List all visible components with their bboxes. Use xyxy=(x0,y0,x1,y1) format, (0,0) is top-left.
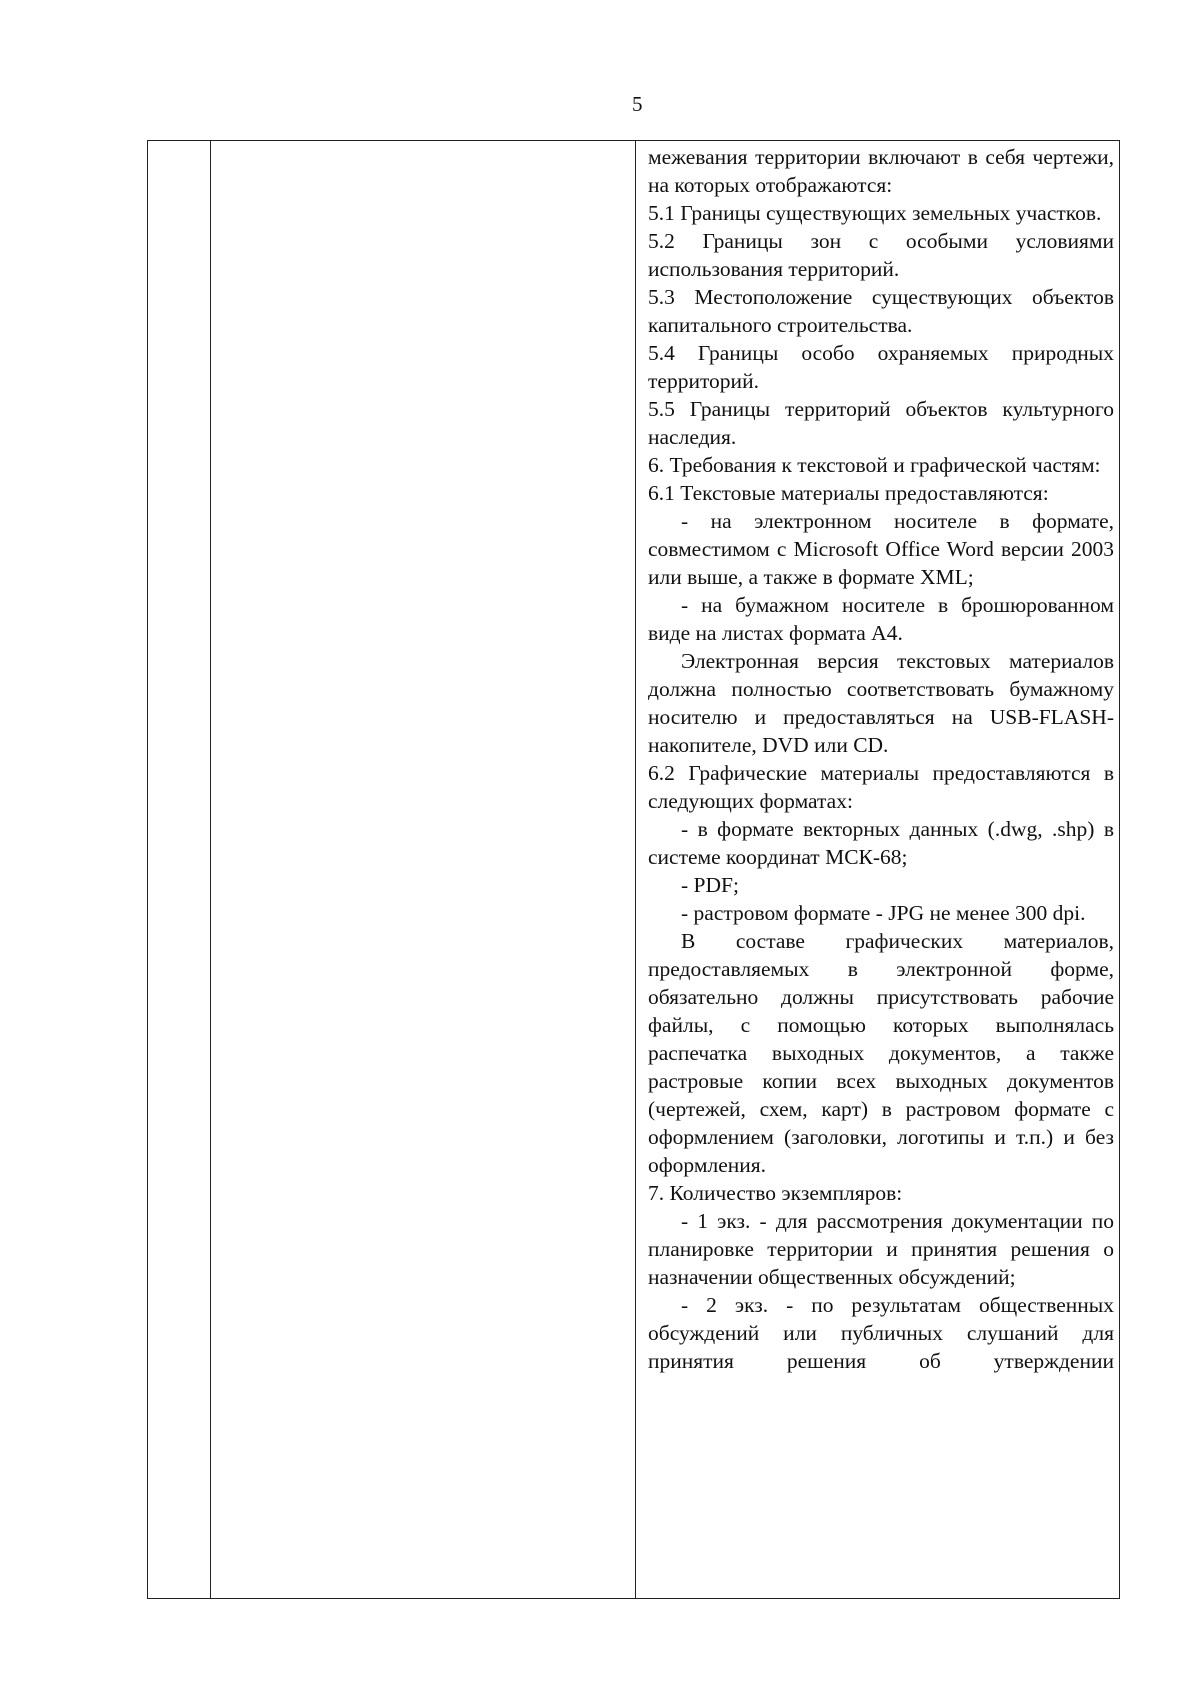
paragraph-6: 6. Требования к текстовой и графической частям: xyxy=(648,453,1101,477)
paragraph-copies-2: - 2 экз. - по результатам общественных обсуждений или публичных слушаний для принятия решения об утверждении xyxy=(648,1293,1114,1373)
paragraph-7: 7. Количество экземпляров: xyxy=(648,1181,903,1205)
paragraph-copies-1: - 1 экз. - для рассмотрения документации по планировке территории и принятия решения о назначении общественных обсуждений; xyxy=(648,1209,1114,1289)
paragraph-5-5: 5.5 Границы территорий объектов культурного наследия. xyxy=(648,397,1114,449)
paragraph-raster-format: - растровом формате - JPG не менее 300 dpi. xyxy=(681,901,1086,925)
paragraph-graphic-composition: В составе графических материалов, предоставляемых в электронной форме, обязательно должны присутствовать рабочие файлы, с помощью которых выполнялась распечатка выходных документов, а также растровые копии всех выходных документов (чертежей, схем, карт) в растровом формате с оформлением (заголовки, логотипы и т.п.) и без оформления. xyxy=(648,929,1114,1177)
paragraph-electronic-carrier: - на электронном носителе в формате, совместимом с Microsoft Office Word версии 2003 или выше, а также в формате XML; xyxy=(648,509,1114,589)
table-column-divider xyxy=(210,141,211,1598)
paragraph-pdf: - PDF; xyxy=(681,873,739,897)
paragraph-vector-format: - в формате векторных данных (.dwg, .shp) в системе координат МСК-68; xyxy=(648,817,1114,869)
paragraph-5-1: 5.1 Границы существующих земельных участков. xyxy=(648,201,1102,225)
paragraph-paper-carrier: - на бумажном носителе в брошюрованном виде на листах формата А4. xyxy=(648,593,1114,645)
paragraph-intro-continuation: межевания территории включают в себя чертежи, на которых отображаются: xyxy=(648,145,1114,197)
paragraph-5-3: 5.3 Местоположение существующих объектов капитального строительства. xyxy=(648,285,1114,337)
page-number: 5 xyxy=(632,92,643,116)
table-column-divider xyxy=(635,141,636,1598)
paragraph-electronic-version: Электронная версия текстовых материалов должна полностью соответствовать бумажному носителю и предоставляться на USB-FLASH-накопителе, DVD или CD. xyxy=(648,649,1114,757)
paragraph-5-4: 5.4 Границы особо охраняемых природных территорий. xyxy=(648,341,1114,393)
paragraph-5-2: 5.2 Границы зон с особыми условиями использования территорий. xyxy=(648,229,1114,281)
table-cell-requirements xyxy=(648,143,1114,1375)
paragraph-6-1: 6.1 Текстовые материалы предоставляются: xyxy=(648,481,1049,505)
paragraph-6-2: 6.2 Графические материалы предоставляются в следующих форматах: xyxy=(648,761,1114,813)
